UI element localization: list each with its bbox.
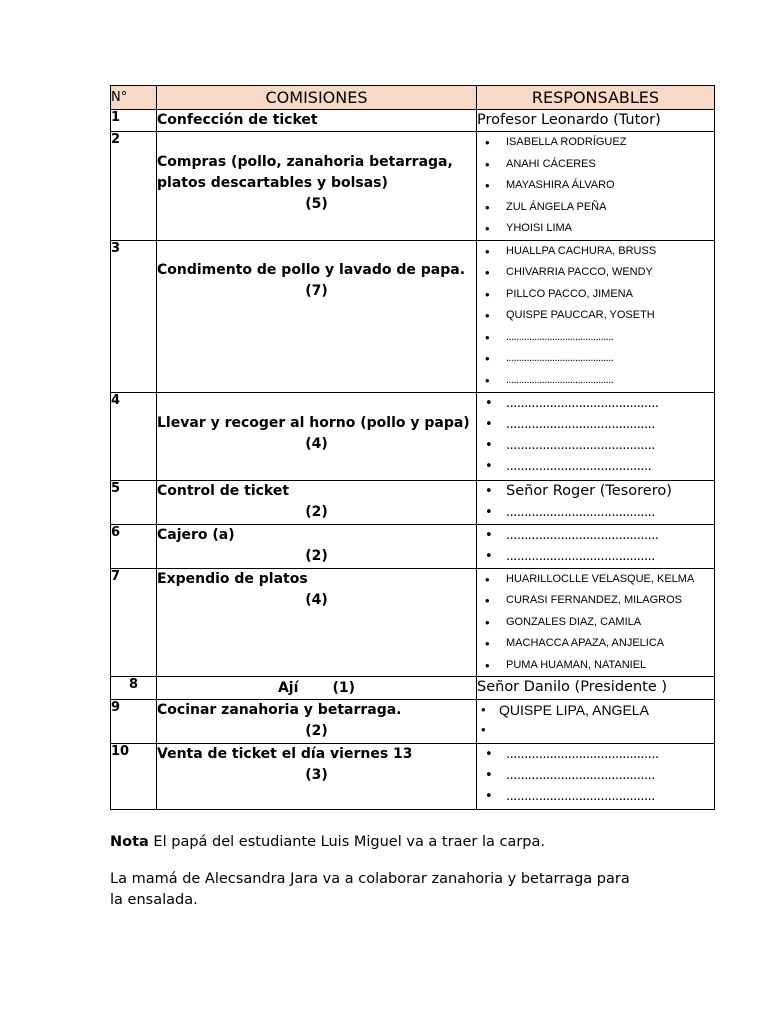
responsible-cell (477, 700, 715, 744)
list-item: • .......................................... (477, 393, 714, 414)
list-item: • ......................................... (477, 546, 714, 567)
responsible-cell (477, 524, 715, 568)
commission-text: Condimento de pollo y lavado de papa. (157, 261, 466, 278)
commission-count: (3) (305, 767, 328, 783)
responsible-list (477, 569, 714, 677)
list-item: • MACHACCA APAZA, ANJELICA (477, 633, 714, 655)
responsible-cell (477, 392, 715, 480)
commission-count: (7) (305, 282, 328, 299)
row-number: 5 (111, 480, 157, 524)
commission-cell (157, 677, 477, 700)
list-item: • ......................................... (477, 435, 714, 456)
list-item: • ......................................... (477, 502, 714, 523)
list-item: • PILLCO PACCO, JIMENA (477, 284, 714, 306)
commission-cell (157, 110, 477, 132)
list-item: • .......................................... (477, 370, 714, 392)
responsible-cell (477, 480, 715, 524)
list-item: • .......................................... (477, 525, 714, 546)
commission-count: (4) (305, 435, 328, 452)
commission-text: Control de ticket (157, 482, 290, 499)
responsible-list (477, 700, 714, 720)
responsible-cell (477, 240, 715, 392)
responsible-text: Profesor Leonardo (Tutor) (477, 112, 661, 128)
row-number: 7 (111, 568, 157, 677)
row-number: 3 (111, 240, 157, 392)
table-row (111, 700, 715, 744)
row-number: 6 (111, 524, 157, 568)
list-item: • ......................................... (477, 765, 714, 786)
table-row (111, 480, 715, 524)
commission-text: Compras (pollo, zanahoria betarraga, (157, 154, 453, 170)
responsible-list (477, 525, 714, 567)
list-item: • .......................................... (477, 744, 714, 765)
list-item: • ANAHI CÁCERES (477, 154, 714, 176)
commission-text: Cajero (a) (157, 526, 235, 543)
commission-count: (4) (305, 591, 328, 608)
row-number: 1 (111, 110, 157, 132)
list-item: • Señor Roger (Tesorero) (477, 481, 714, 502)
list-item: • .......................................... (477, 348, 714, 370)
list-item: • YHOISI LIMA (477, 218, 714, 240)
commission-text: Confección de ticket (157, 112, 318, 128)
list-item: • .......................................... (477, 327, 714, 349)
note-text: El papá del estudiante Luis Miguel va a traer la carpa. (148, 834, 545, 850)
list-item: • ZUL ÁNGELA PEÑA (477, 197, 714, 219)
commission-cell (157, 744, 477, 810)
commission-text: Llevar y recoger al horno (pollo y papa) (157, 414, 470, 431)
note-line: La mamá de Alecsandra Jara va a colaborar zanahoria y betarraga para (110, 871, 630, 887)
responsible-cell (477, 132, 715, 241)
list-item: • CHIVARRIA PACCO, WENDY (477, 262, 714, 284)
responsible-list (477, 481, 714, 523)
commission-count: (2) (305, 723, 328, 739)
commission-text: Cocinar zanahoria y betarraga. (157, 702, 402, 718)
table-row (111, 240, 715, 392)
list-item: • QUISPE LIPA, ANGELA (477, 700, 714, 720)
comisiones-table (110, 85, 715, 810)
responsible-cell (477, 677, 715, 700)
commission-cell (157, 132, 477, 241)
commission-count: (5) (305, 196, 328, 212)
commission-cell (157, 392, 477, 480)
commission-text: Venta de ticket el día viernes 13 (157, 746, 413, 762)
responsible-text: Señor Danilo (Presidente ) (477, 679, 668, 695)
commission-cell (157, 480, 477, 524)
table-row (111, 744, 715, 810)
list-item: • HUALLPA CACHURA, BRUSS (477, 241, 714, 263)
commission-cell (157, 524, 477, 568)
table-row (111, 677, 715, 700)
commission-text: Expendio de platos (157, 570, 308, 587)
note-label: Nota (110, 834, 149, 850)
responsible-list (477, 132, 714, 240)
commission-count: (2) (305, 503, 328, 520)
commission-cell (157, 700, 477, 744)
commission-text: Ají (1) (277, 680, 356, 696)
table-row (111, 524, 715, 568)
row-number: 9 (111, 700, 157, 744)
responsible-cell (477, 744, 715, 810)
list-item: • GONZALES DIAZ, CAMILA (477, 612, 714, 634)
table-row (111, 132, 715, 241)
table-row (111, 392, 715, 480)
commission-text: platos descartables y bolsas) (157, 175, 388, 191)
list-item: • ......................................... (477, 414, 714, 435)
list-item: • CURASI FERNANDEZ, MILAGROS (477, 590, 714, 612)
responsible-list (477, 744, 714, 807)
row-number: 8 (111, 677, 157, 700)
responsible-list (477, 241, 714, 392)
table-row (111, 110, 715, 132)
responsible-cell (477, 568, 715, 677)
commission-cell (157, 240, 477, 392)
note-line: la ensalada. (110, 892, 198, 908)
header-number: N° (111, 86, 157, 110)
row-number: 2 (111, 132, 157, 241)
header-comisiones: COMISIONES (157, 86, 477, 110)
list-item: • QUISPE PAUCCAR, YOSETH (477, 305, 714, 327)
list-item: • ........................................ (477, 456, 714, 477)
list-item: • PUMA HUAMAN, NATANIEL (477, 655, 714, 677)
list-item: • MAYASHIRA ÁLVARO (477, 175, 714, 197)
note-paragraph (110, 832, 545, 853)
row-number: 10 (111, 744, 157, 810)
list-item: • ISABELLA RODRÍGUEZ (477, 132, 714, 154)
commission-cell (157, 568, 477, 677)
responsible-cell (477, 110, 715, 132)
note-paragraph-2 (110, 869, 630, 911)
commission-count: (2) (305, 547, 328, 564)
responsible-list (477, 393, 714, 477)
list-item: • HUARILLOCLLE VELASQUE, KELMA (477, 569, 714, 591)
table-row (111, 568, 715, 677)
row-number: 4 (111, 392, 157, 480)
list-item: • ......................................... (477, 786, 714, 807)
header-responsables: RESPONSABLES (477, 86, 715, 110)
table-header-row (111, 86, 715, 110)
